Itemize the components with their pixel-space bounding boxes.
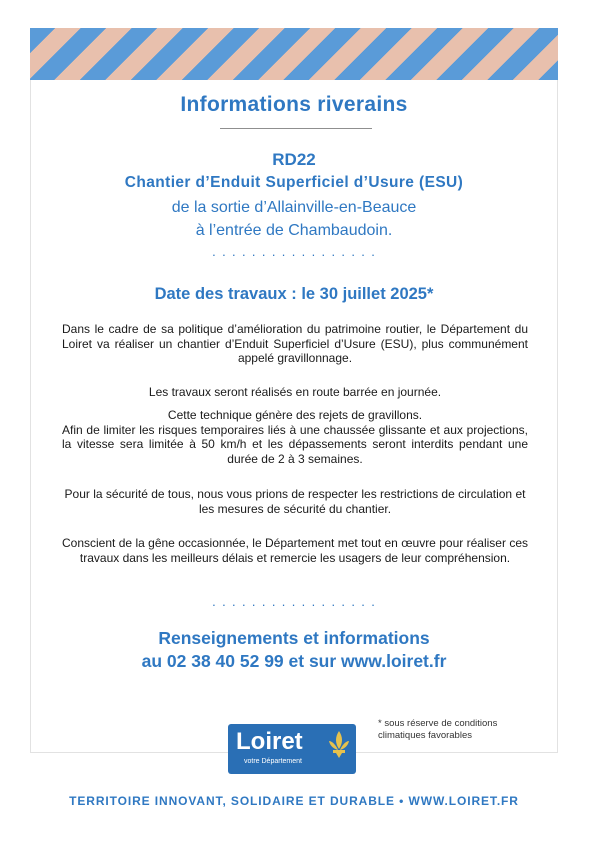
paragraph-technique <box>62 408 528 466</box>
paragraph-thanks: Conscient de la gêne occasionnée, le Département met tout en œuvre pour réaliser ces travaux dans les meilleurs délais et remercie les usagers de leur compréhension. <box>62 536 528 565</box>
logo-tagline: votre Département <box>244 758 302 765</box>
logo-name: Loiret <box>236 728 303 755</box>
paragraph-road-closed: Les travaux seront réalisés en route barrée en journée. <box>148 385 442 399</box>
fleur-de-lis-icon <box>326 729 352 759</box>
contact-details: au 02 38 40 52 99 et sur www.loiret.fr <box>141 651 447 671</box>
footer-tagline: TERRITOIRE INNOVANT, SOLIDAIRE ET DURABLE • WWW.LOIRET.FR <box>69 794 519 808</box>
loiret-logo <box>228 724 356 774</box>
title-underline <box>220 128 372 129</box>
dotted-separator: · · · · · · · · · · · · · · · · · <box>211 247 377 262</box>
worksite-to: à l’entrée de Chambaudoin. <box>195 222 393 239</box>
works-date: Date des travaux : le 30 juillet 2025* <box>154 285 434 303</box>
dotted-separator-2: · · · · · · · · · · · · · · · · · <box>211 597 377 612</box>
page-title: Informations riverains <box>180 93 408 116</box>
footnote-weather: * sous réserve de conditions climatiques favorables <box>378 718 498 741</box>
paragraph-context: Dans le cadre de sa politique d’amélioration du patrimoine routier, le Département du Loiret va réaliser un chantier d’Enduit Superficiel d’Usure (ESU), plus communément appelé gravillonnage. <box>62 322 528 365</box>
worksite-from: de la sortie d’Allainville-en-Beauce <box>171 199 417 216</box>
technique-line: Cette technique génère des rejets de gravillons. <box>167 408 423 422</box>
technique-restrictions: Afin de limiter les risques temporaires liés à une chaussée glissante et aux projections, la vitesse sera limitée à 50 km/h et les dépassements seront interdits pendant une durée de 2 à 3 semaines. <box>62 422 528 466</box>
worksite-title: Chantier d’Enduit Superficiel d’Usure (ESU) <box>124 174 464 191</box>
road-number: RD22 <box>272 150 316 169</box>
contact-heading: Renseignements et informations <box>158 628 430 648</box>
paragraph-safety: Pour la sécurité de tous, nous vous prions de respecter les restrictions de circulation et les mesures de sécurité du chantier. <box>64 487 526 516</box>
striped-header-band <box>30 28 558 80</box>
